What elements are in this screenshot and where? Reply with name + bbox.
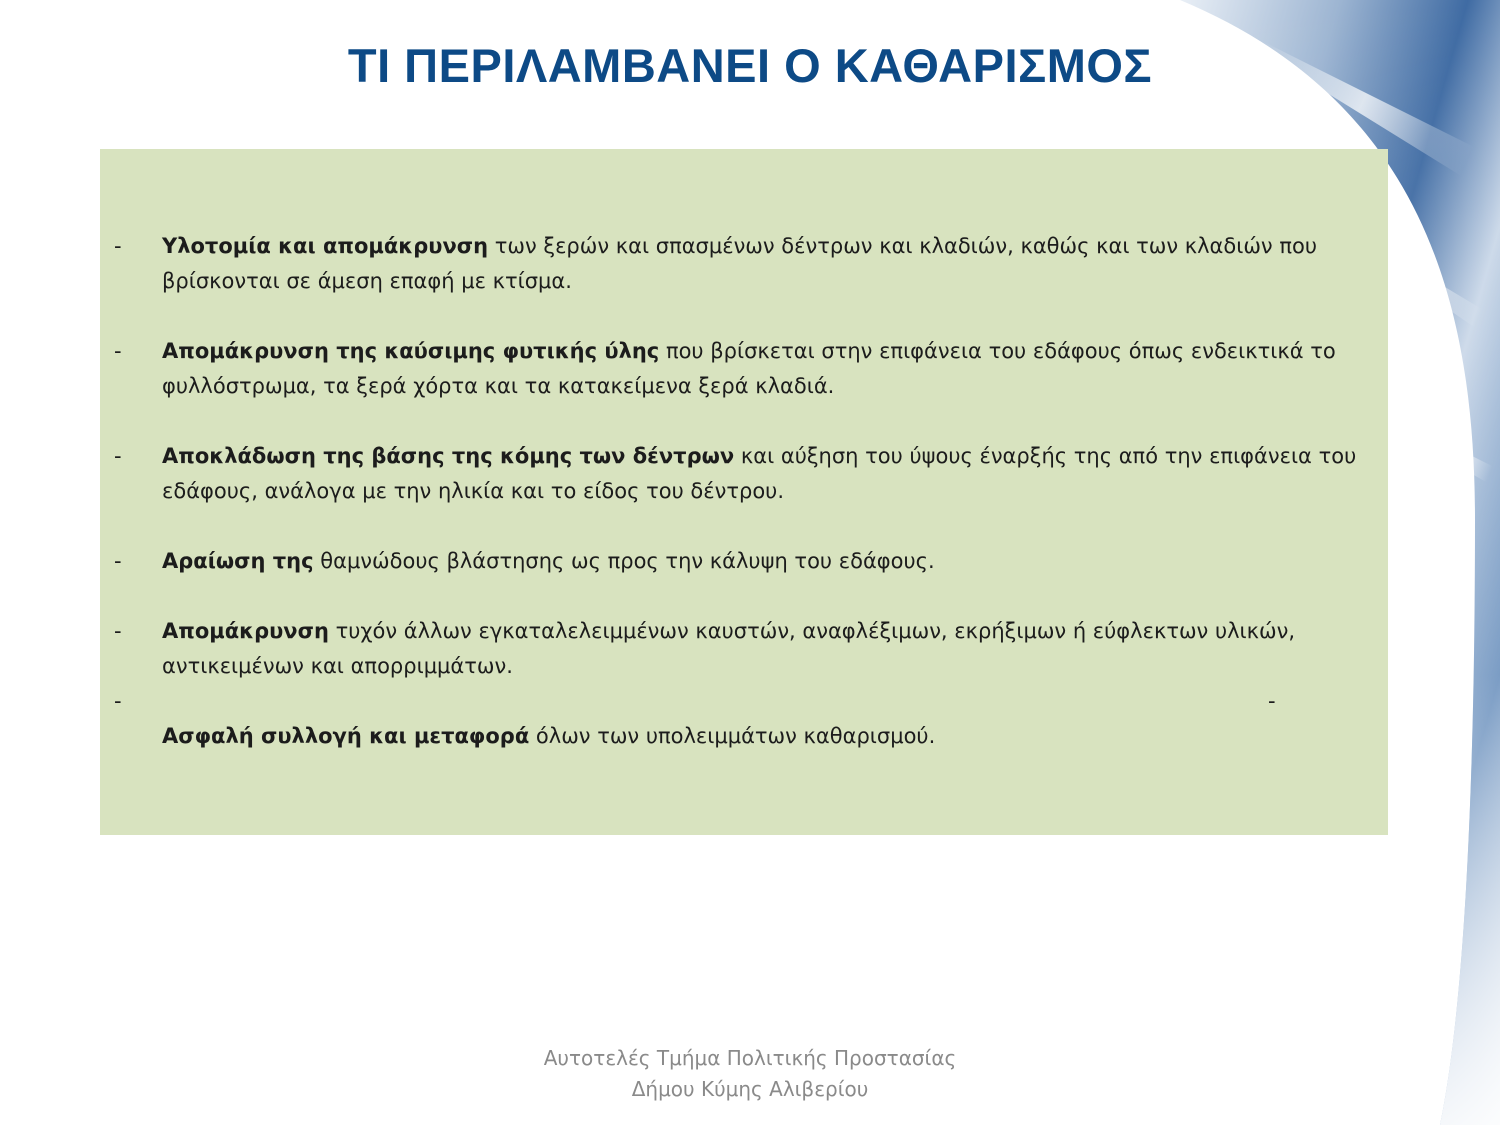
item-bold-text: Απομάκρυνση της καύσιμης φυτικής ύλης: [162, 339, 660, 363]
footer: [0, 1043, 1500, 1105]
item-text: όλων των υπολειμμάτων καθαρισμού.: [529, 724, 936, 748]
list-item: [114, 719, 1374, 754]
item-bold-text: Αποκλάδωση της βάσης της κόμης των δέντρων: [162, 444, 735, 468]
bullet-dash: -: [114, 234, 122, 258]
item-text: και αύξηση του ύψους έναρξής της από την επιφάνεια του εδάφους, ανάλογα με την ηλικία και το είδος του δέντρου.: [162, 444, 1357, 503]
bullet-dash: -: [114, 549, 122, 573]
item-bold-text: Υλοτομία και απομάκρυνση: [162, 234, 489, 258]
item-text: τυχόν άλλων εγκαταλελειμμένων καυστών, αναφλέξιμων, εκρήξιμων ή εύφλεκτων υλικών, αντικειμένων και απορριμμάτων.: [162, 619, 1296, 678]
item-bold-text: Αραίωση της: [162, 549, 314, 573]
bullet-dash: -: [1268, 689, 1276, 713]
bullet-dash: -: [114, 339, 122, 363]
list-item: [114, 544, 1374, 579]
item-bold-text: Ασφαλή συλλογή και μεταφορά: [162, 724, 530, 748]
item-text: θαμνώδους βλάστησης ως προς την κάλυψη του εδάφους.: [313, 549, 935, 573]
list-item: [114, 614, 1374, 684]
list-item: [114, 439, 1374, 509]
bullet-dash: -: [114, 689, 122, 713]
footer-line-2: Δήμου Κύμης Αλιβερίου: [631, 1077, 869, 1101]
list-item: [114, 229, 1374, 299]
item-text: των ξερών και σπασμένων δέντρων και κλαδιών, καθώς και των κλαδιών που βρίσκονται σε άμεση επαφή με κτίσμα.: [162, 234, 1317, 293]
footer-line-1: Αυτοτελές Τμήμα Πολιτικής Προστασίας: [543, 1046, 957, 1070]
dash-row: [114, 684, 1374, 719]
slide-title: ΤΙ ΠΕΡΙΛΑΜΒΑΝΕΙ Ο ΚΑΘΑΡΙΣΜΟΣ: [347, 39, 1153, 92]
list-item: [114, 334, 1374, 404]
item-text: που βρίσκεται στην επιφάνεια του εδάφους όπως ενδεικτικά το φυλλόστρωμα, τα ξερά χόρτα και τα κατακείμενα ξερά κλαδιά.: [162, 339, 1336, 398]
bullet-dash: -: [114, 619, 122, 643]
bullet-dash: -: [114, 444, 122, 468]
content-box: [100, 149, 1388, 835]
item-bold-text: Απομάκρυνση: [162, 619, 329, 643]
